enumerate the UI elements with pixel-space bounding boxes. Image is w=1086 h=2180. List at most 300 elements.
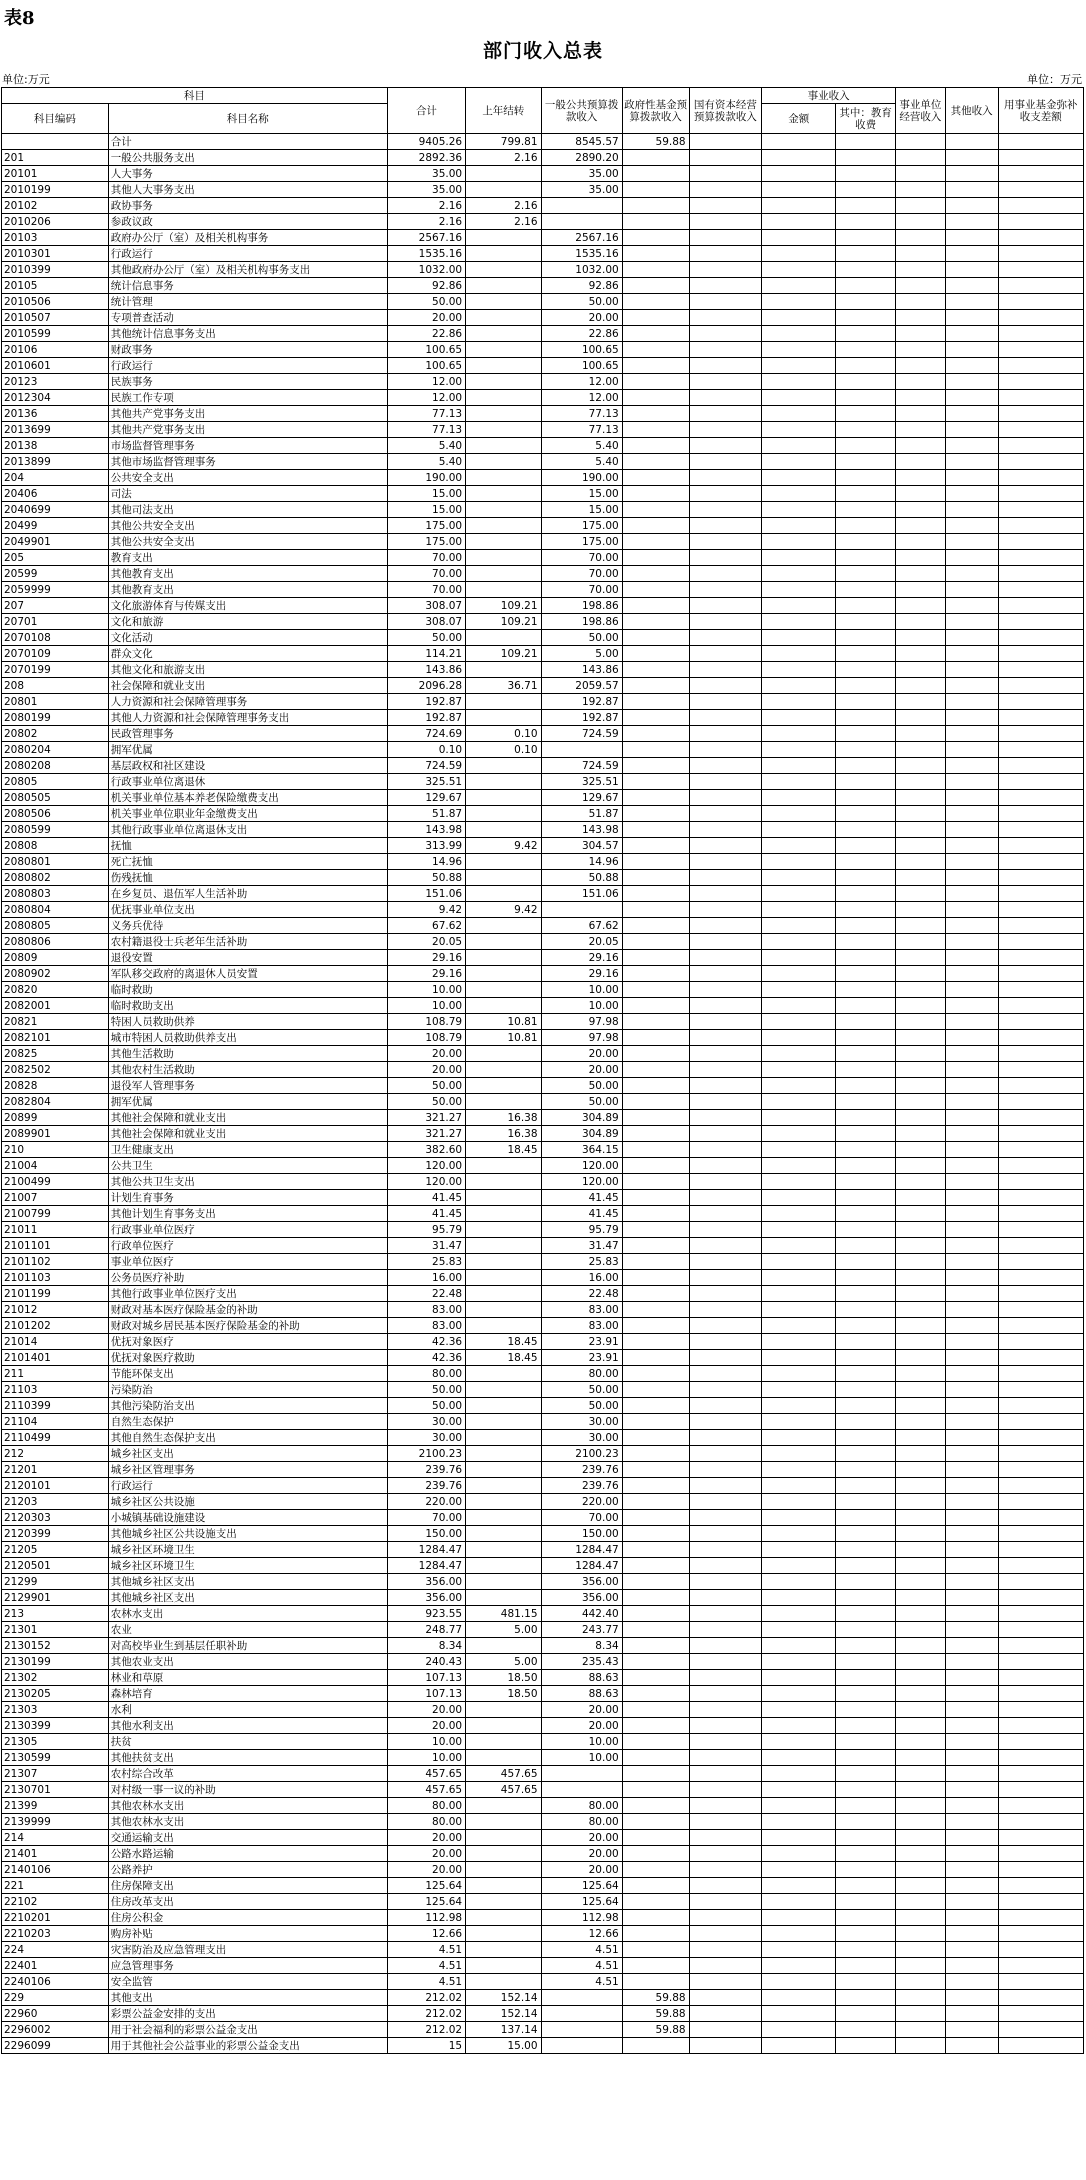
- cell-name: 用于其他社会公益事业的彩票公益金支出: [108, 2038, 387, 2054]
- cell-soe-capital: [689, 1494, 762, 1510]
- cell-gov-fund: [622, 486, 689, 502]
- cell-career-amount: [762, 1190, 836, 1206]
- cell-soe-capital: [689, 742, 762, 758]
- cell-fund-offset: [998, 1734, 1084, 1750]
- cell-total: 50.00: [387, 294, 465, 310]
- cell-career-amount: [762, 230, 836, 246]
- cell-general-budget: 31.47: [541, 1238, 622, 1254]
- cell-other: [945, 278, 998, 294]
- cell-career-amount: [762, 406, 836, 422]
- cell-gov-fund: [622, 566, 689, 582]
- cell-general-budget: 70.00: [541, 566, 622, 582]
- cell-operating: [896, 422, 946, 438]
- cell-fund-offset: [998, 1686, 1084, 1702]
- cell-career-edu: [836, 1846, 896, 1862]
- cell-carryover: 16.38: [466, 1126, 541, 1142]
- cell-total: 70.00: [387, 582, 465, 598]
- cell-carryover: [466, 1094, 541, 1110]
- cell-fund-offset: [998, 1750, 1084, 1766]
- table-row: [2, 1414, 1084, 1430]
- cell-code: 20805: [2, 774, 109, 790]
- cell-carryover: [466, 1638, 541, 1654]
- cell-general-budget: 20.00: [541, 1046, 622, 1062]
- cell-total: 212.02: [387, 2022, 465, 2038]
- cell-other: [945, 790, 998, 806]
- cell-carryover: [466, 502, 541, 518]
- table-row: [2, 1926, 1084, 1942]
- cell-soe-capital: [689, 1990, 762, 2006]
- cell-fund-offset: [998, 1974, 1084, 1990]
- cell-operating: [896, 1542, 946, 1558]
- cell-general-budget: 95.79: [541, 1222, 622, 1238]
- cell-other: [945, 358, 998, 374]
- cell-career-amount: [762, 1622, 836, 1638]
- cell-gov-fund: [622, 1350, 689, 1366]
- cell-total: 80.00: [387, 1814, 465, 1830]
- cell-soe-capital: [689, 1158, 762, 1174]
- cell-other: [945, 1590, 998, 1606]
- cell-code: 2110499: [2, 1430, 109, 1446]
- table-row: [2, 1222, 1084, 1238]
- cell-fund-offset: [998, 1894, 1084, 1910]
- table-row: [2, 630, 1084, 646]
- cell-code: 20828: [2, 1078, 109, 1094]
- cell-operating: [896, 310, 946, 326]
- cell-carryover: 10.81: [466, 1014, 541, 1030]
- cell-career-edu: [836, 758, 896, 774]
- table-row: [2, 1910, 1084, 1926]
- cell-fund-offset: [998, 806, 1084, 822]
- cell-operating: [896, 182, 946, 198]
- cell-carryover: [466, 1798, 541, 1814]
- cell-name: 其他水利支出: [108, 1718, 387, 1734]
- cell-fund-offset: [998, 566, 1084, 582]
- cell-other: [945, 1990, 998, 2006]
- cell-fund-offset: [998, 1830, 1084, 1846]
- cell-career-amount: [762, 1862, 836, 1878]
- cell-code: 21301: [2, 1622, 109, 1638]
- cell-code: 20406: [2, 486, 109, 502]
- cell-career-edu: [836, 1494, 896, 1510]
- cell-gov-fund: [622, 1318, 689, 1334]
- cell-other: [945, 1046, 998, 1062]
- cell-name: 其他自然生态保护支出: [108, 1430, 387, 1446]
- cell-code: 20101: [2, 166, 109, 182]
- cell-carryover: 2.16: [466, 198, 541, 214]
- cell-gov-fund: [622, 1526, 689, 1542]
- cell-fund-offset: [998, 1702, 1084, 1718]
- cell-general-budget: 20.00: [541, 1062, 622, 1078]
- income-table: [1, 87, 1084, 2054]
- cell-gov-fund: [622, 1014, 689, 1030]
- cell-carryover: [466, 518, 541, 534]
- cell-career-amount: [762, 198, 836, 214]
- cell-operating: [896, 438, 946, 454]
- table-row: [2, 1766, 1084, 1782]
- cell-other: [945, 182, 998, 198]
- cell-career-edu: [836, 1766, 896, 1782]
- cell-total: 240.43: [387, 1654, 465, 1670]
- cell-career-amount: [762, 1510, 836, 1526]
- cell-code: 2080902: [2, 966, 109, 982]
- cell-general-budget: 88.63: [541, 1670, 622, 1686]
- cell-code: 2010199: [2, 182, 109, 198]
- cell-operating: [896, 1222, 946, 1238]
- cell-code: 201: [2, 150, 109, 166]
- cell-soe-capital: [689, 806, 762, 822]
- cell-carryover: [466, 758, 541, 774]
- cell-gov-fund: [622, 790, 689, 806]
- cell-soe-capital: [689, 1510, 762, 1526]
- cell-carryover: [466, 566, 541, 582]
- cell-operating: [896, 1686, 946, 1702]
- header-operating: 事业单位经营收入: [896, 88, 946, 134]
- cell-career-amount: [762, 1286, 836, 1302]
- table-row: [2, 502, 1084, 518]
- cell-total: 29.16: [387, 950, 465, 966]
- cell-gov-fund: [622, 406, 689, 422]
- cell-total: 42.36: [387, 1350, 465, 1366]
- cell-other: [945, 1510, 998, 1526]
- cell-code: 21203: [2, 1494, 109, 1510]
- cell-code: 21305: [2, 1734, 109, 1750]
- table-row: [2, 886, 1084, 902]
- cell-soe-capital: [689, 774, 762, 790]
- cell-gov-fund: [622, 1926, 689, 1942]
- cell-code: 20825: [2, 1046, 109, 1062]
- cell-career-edu: [836, 278, 896, 294]
- cell-other: [945, 614, 998, 630]
- cell-other: [945, 1302, 998, 1318]
- cell-gov-fund: [622, 950, 689, 966]
- cell-operating: [896, 1494, 946, 1510]
- cell-name: 优抚对象医疗: [108, 1334, 387, 1350]
- cell-total: 51.87: [387, 806, 465, 822]
- cell-operating: [896, 1174, 946, 1190]
- cell-total: 50.00: [387, 1094, 465, 1110]
- cell-total: 9405.26: [387, 134, 465, 150]
- cell-gov-fund: [622, 198, 689, 214]
- cell-total: 239.76: [387, 1462, 465, 1478]
- cell-career-amount: [762, 966, 836, 982]
- cell-gov-fund: [622, 1446, 689, 1462]
- cell-soe-capital: [689, 1814, 762, 1830]
- table-row: [2, 726, 1084, 742]
- cell-operating: [896, 518, 946, 534]
- cell-soe-capital: [689, 934, 762, 950]
- cell-career-edu: [836, 1942, 896, 1958]
- cell-code: 2013699: [2, 422, 109, 438]
- cell-code: 224: [2, 1942, 109, 1958]
- cell-operating: [896, 566, 946, 582]
- cell-operating: [896, 1814, 946, 1830]
- cell-name: 拥军优属: [108, 742, 387, 758]
- cell-carryover: [466, 1478, 541, 1494]
- cell-code: 2080803: [2, 886, 109, 902]
- cell-soe-capital: [689, 1462, 762, 1478]
- table-row: [2, 550, 1084, 566]
- cell-general-budget: 80.00: [541, 1366, 622, 1382]
- table-row: [2, 1734, 1084, 1750]
- cell-soe-capital: [689, 214, 762, 230]
- cell-gov-fund: [622, 1430, 689, 1446]
- cell-name: 合计: [108, 134, 387, 150]
- cell-total: 100.65: [387, 342, 465, 358]
- cell-carryover: [466, 934, 541, 950]
- cell-career-amount: [762, 598, 836, 614]
- cell-soe-capital: [689, 950, 762, 966]
- cell-other: [945, 1110, 998, 1126]
- cell-career-edu: [836, 1286, 896, 1302]
- cell-gov-fund: [622, 1510, 689, 1526]
- cell-career-edu: [836, 1990, 896, 2006]
- cell-other: [945, 710, 998, 726]
- cell-code: 2210201: [2, 1910, 109, 1926]
- table-row: [2, 918, 1084, 934]
- cell-general-budget: 235.43: [541, 1654, 622, 1670]
- cell-operating: [896, 1670, 946, 1686]
- table-row: [2, 1846, 1084, 1862]
- table-row: [2, 790, 1084, 806]
- cell-fund-offset: [998, 598, 1084, 614]
- cell-other: [945, 1670, 998, 1686]
- cell-carryover: 799.81: [466, 134, 541, 150]
- cell-operating: [896, 166, 946, 182]
- table-row: [2, 454, 1084, 470]
- cell-general-budget: 143.86: [541, 662, 622, 678]
- cell-career-amount: [762, 310, 836, 326]
- cell-soe-capital: [689, 758, 762, 774]
- cell-operating: [896, 534, 946, 550]
- cell-operating: [896, 486, 946, 502]
- cell-gov-fund: [622, 454, 689, 470]
- cell-code: 2010507: [2, 310, 109, 326]
- cell-operating: [896, 1286, 946, 1302]
- cell-fund-offset: [998, 1014, 1084, 1030]
- cell-career-amount: [762, 790, 836, 806]
- cell-operating: [896, 1558, 946, 1574]
- cell-general-budget: [541, 2006, 622, 2022]
- cell-operating: [896, 1878, 946, 1894]
- cell-total: 175.00: [387, 534, 465, 550]
- cell-total: 10.00: [387, 998, 465, 1014]
- cell-career-edu: [836, 1526, 896, 1542]
- cell-operating: [896, 678, 946, 694]
- cell-fund-offset: [998, 470, 1084, 486]
- cell-code: 2070199: [2, 662, 109, 678]
- cell-soe-capital: [689, 1286, 762, 1302]
- cell-fund-offset: [998, 1318, 1084, 1334]
- cell-gov-fund: [622, 1462, 689, 1478]
- cell-gov-fund: [622, 1862, 689, 1878]
- cell-soe-capital: [689, 1414, 762, 1430]
- cell-fund-offset: [998, 1606, 1084, 1622]
- cell-total: 1032.00: [387, 262, 465, 278]
- cell-gov-fund: [622, 1654, 689, 1670]
- table-row: [2, 230, 1084, 246]
- table-row: [2, 470, 1084, 486]
- cell-total: 30.00: [387, 1414, 465, 1430]
- cell-fund-offset: [998, 406, 1084, 422]
- cell-career-edu: [836, 1606, 896, 1622]
- cell-gov-fund: [622, 646, 689, 662]
- cell-career-amount: [762, 262, 836, 278]
- cell-career-edu: [836, 2022, 896, 2038]
- cell-soe-capital: [689, 166, 762, 182]
- cell-other: [945, 134, 998, 150]
- cell-name: 农村综合改革: [108, 1766, 387, 1782]
- cell-name: 城乡社区管理事务: [108, 1462, 387, 1478]
- cell-name: 森林培育: [108, 1686, 387, 1702]
- cell-general-budget: 80.00: [541, 1798, 622, 1814]
- cell-career-edu: [836, 950, 896, 966]
- cell-carryover: 109.21: [466, 614, 541, 630]
- table-row: [2, 822, 1084, 838]
- cell-name: 人力资源和社会保障管理事务: [108, 694, 387, 710]
- cell-career-edu: [836, 1574, 896, 1590]
- cell-other: [945, 1462, 998, 1478]
- cell-name: 拥军优属: [108, 1094, 387, 1110]
- cell-career-edu: [836, 726, 896, 742]
- cell-operating: [896, 1654, 946, 1670]
- cell-carryover: [466, 1846, 541, 1862]
- cell-gov-fund: [622, 358, 689, 374]
- cell-total: 175.00: [387, 518, 465, 534]
- cell-other: [945, 774, 998, 790]
- cell-career-amount: [762, 166, 836, 182]
- cell-other: [945, 406, 998, 422]
- cell-operating: [896, 390, 946, 406]
- cell-total: 80.00: [387, 1798, 465, 1814]
- cell-total: 20.00: [387, 1830, 465, 1846]
- cell-soe-capital: [689, 1046, 762, 1062]
- cell-code: 2296002: [2, 2022, 109, 2038]
- cell-fund-offset: [998, 230, 1084, 246]
- cell-other: [945, 886, 998, 902]
- cell-total: 2892.36: [387, 150, 465, 166]
- cell-other: [945, 374, 998, 390]
- cell-career-edu: [836, 646, 896, 662]
- cell-other: [945, 230, 998, 246]
- cell-career-edu: [836, 1014, 896, 1030]
- cell-carryover: [466, 582, 541, 598]
- table-row: [2, 214, 1084, 230]
- cell-soe-capital: [689, 966, 762, 982]
- cell-fund-offset: [998, 1638, 1084, 1654]
- cell-code: 2210203: [2, 1926, 109, 1942]
- cell-operating: [896, 1094, 946, 1110]
- cell-code: 2120501: [2, 1558, 109, 1574]
- cell-soe-capital: [689, 2006, 762, 2022]
- cell-general-budget: 70.00: [541, 550, 622, 566]
- cell-gov-fund: [622, 1766, 689, 1782]
- cell-code: 20801: [2, 694, 109, 710]
- table-row: [2, 294, 1084, 310]
- cell-fund-offset: [998, 1654, 1084, 1670]
- cell-code: 2080801: [2, 854, 109, 870]
- cell-gov-fund: [622, 774, 689, 790]
- table-row: [2, 854, 1084, 870]
- cell-code: 2130205: [2, 1686, 109, 1702]
- cell-career-edu: [836, 1462, 896, 1478]
- cell-gov-fund: [622, 1974, 689, 1990]
- cell-total: 5.40: [387, 454, 465, 470]
- cell-gov-fund: [622, 422, 689, 438]
- cell-other: [945, 310, 998, 326]
- table-row: [2, 1270, 1084, 1286]
- cell-operating: [896, 1974, 946, 1990]
- cell-carryover: [466, 886, 541, 902]
- cell-operating: [896, 502, 946, 518]
- cell-general-budget: 1535.16: [541, 246, 622, 262]
- cell-general-budget: [541, 902, 622, 918]
- cell-general-budget: 192.87: [541, 694, 622, 710]
- cell-carryover: [466, 1366, 541, 1382]
- cell-total: 724.59: [387, 758, 465, 774]
- cell-operating: [896, 1078, 946, 1094]
- cell-career-amount: [762, 438, 836, 454]
- page-title: 部门收入总表: [482, 40, 603, 62]
- cell-carryover: [466, 262, 541, 278]
- table-row: [2, 1462, 1084, 1478]
- cell-other: [945, 598, 998, 614]
- cell-operating: [896, 1942, 946, 1958]
- table-row: [2, 1286, 1084, 1302]
- header-total: 合计: [387, 88, 465, 134]
- cell-soe-capital: [689, 1254, 762, 1270]
- cell-fund-offset: [998, 1526, 1084, 1542]
- cell-soe-capital: [689, 1910, 762, 1926]
- cell-operating: [896, 1462, 946, 1478]
- cell-operating: [896, 1750, 946, 1766]
- cell-fund-offset: [998, 534, 1084, 550]
- cell-soe-capital: [689, 518, 762, 534]
- cell-career-edu: [836, 1798, 896, 1814]
- cell-code: 212: [2, 1446, 109, 1462]
- cell-other: [945, 1142, 998, 1158]
- cell-gov-fund: [622, 1750, 689, 1766]
- cell-career-amount: [762, 1574, 836, 1590]
- table-row: [2, 1350, 1084, 1366]
- table-row: [2, 2038, 1084, 2054]
- cell-code: 20808: [2, 838, 109, 854]
- cell-career-edu: [836, 1862, 896, 1878]
- cell-operating: [896, 1910, 946, 1926]
- cell-soe-capital: [689, 1446, 762, 1462]
- cell-code: 20136: [2, 406, 109, 422]
- cell-career-edu: [836, 310, 896, 326]
- cell-career-amount: [762, 1126, 836, 1142]
- table-row: [2, 1190, 1084, 1206]
- cell-carryover: [466, 326, 541, 342]
- table-row: [2, 950, 1084, 966]
- cell-soe-capital: [689, 614, 762, 630]
- cell-career-amount: [762, 1846, 836, 1862]
- cell-name: 城乡社区环境卫生: [108, 1558, 387, 1574]
- cell-code: 2080208: [2, 758, 109, 774]
- cell-operating: [896, 582, 946, 598]
- cell-name: 其他城乡社区支出: [108, 1590, 387, 1606]
- cell-code: 2100799: [2, 1206, 109, 1222]
- cell-carryover: [466, 1942, 541, 1958]
- cell-gov-fund: [622, 726, 689, 742]
- cell-fund-offset: [998, 774, 1084, 790]
- cell-name: 城市特困人员救助供养支出: [108, 1030, 387, 1046]
- cell-other: [945, 262, 998, 278]
- cell-general-budget: 239.76: [541, 1462, 622, 1478]
- cell-career-amount: [762, 1526, 836, 1542]
- cell-fund-offset: [998, 1366, 1084, 1382]
